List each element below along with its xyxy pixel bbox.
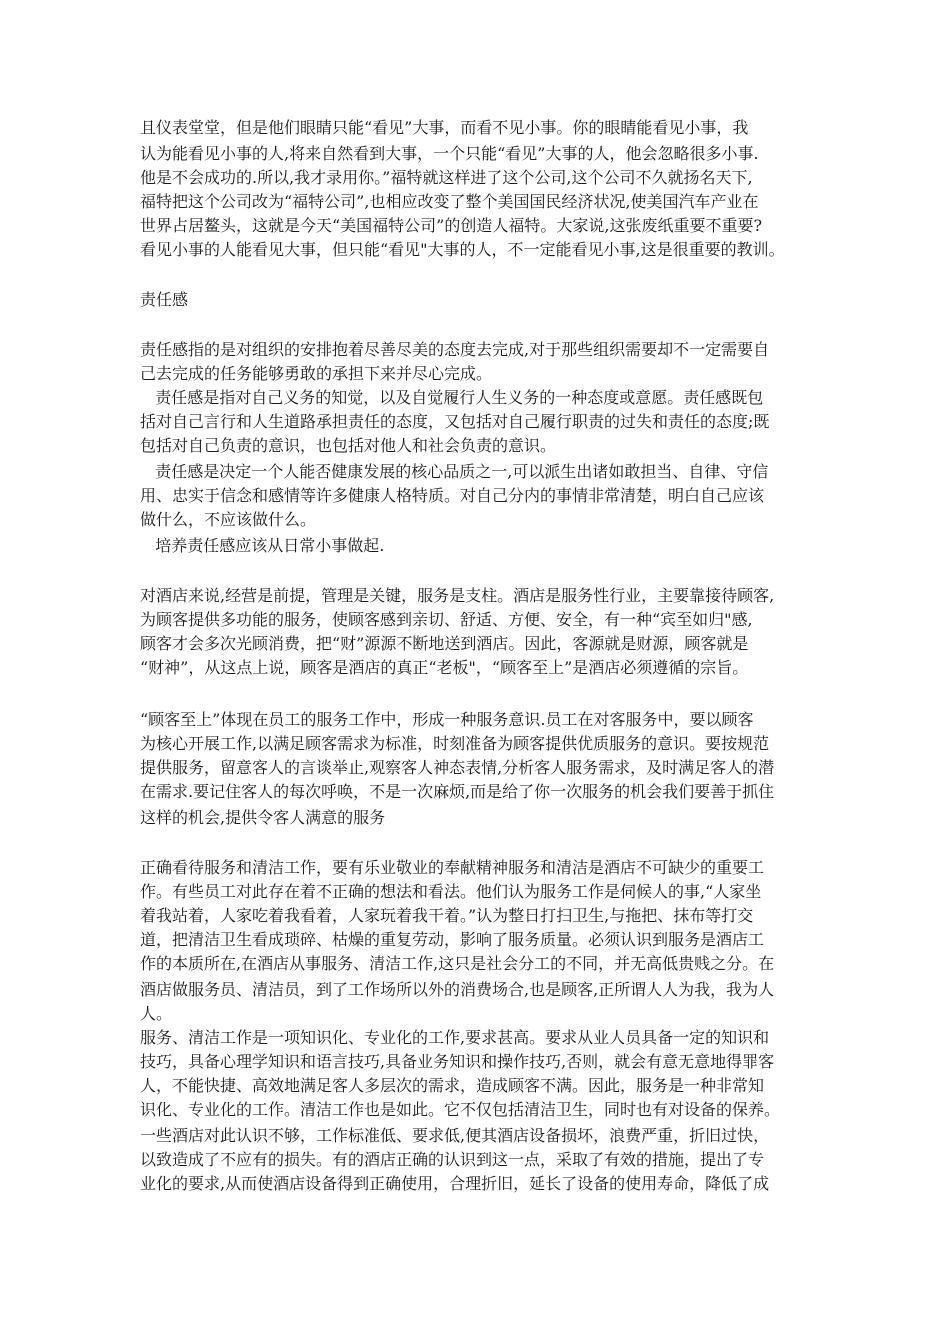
text-line: 认为能看见小事的人,将来自然看到大事，一个只能“看见”大事的人，他会忽略很多小事. (140, 144, 759, 163)
text-line: 看见小事的人能看见大事，但只能“看见"大事的人，不一定能看见小事,这是很重要的教训。 (140, 240, 785, 259)
text-line: 正确看待服务和清洁工作，要有乐业敬业的奉献精神服务和清洁是酒店不可缺少的重要工 (140, 858, 765, 877)
text-line: 酒店做服务员、清洁员，到了工作场所以外的消费场合,也是顾客,正所谓人人为我，我为人 (140, 980, 775, 999)
text-line: 以致造成了不应有的损失。有的酒店正确的认识到这一点，采取了有效的措施，提出了专 (140, 1150, 765, 1169)
text-line: 业化的要求,从而使酒店设备得到正确使用，合理折旧，延长了设备的使用寿命，降低了成 (140, 1174, 770, 1193)
text-line: 识化、专业化的工作。清洁工作也是如此。它不仅包括清洁卫生，同时也有对设备的保养。 (140, 1100, 781, 1119)
text-line: 道，把清洁卫生看成琐碎、枯燥的重复劳动，影响了服务质量。必须认识到服务是酒店工 (140, 930, 765, 949)
text-line: 作。有些员工对此存在着不正确的想法和看法。他们认为服务工作是伺候人的事,“人家坐 (140, 882, 762, 901)
text-line: 责任感是指对自己义务的知觉，以及自觉履行人生义务的一种态度或意愿。责任感既包 (140, 388, 764, 407)
text-line: 福特把这个公司改为“福特公司”,也相应改变了整个美国国民经济状况,使美国汽车产业在 (140, 192, 759, 211)
text-line: 作的本质所在,在酒店从事服务、清洁工作,这只是社会分工的不同，并无高低贵贱之分。在 (140, 954, 775, 973)
text-line: 着我站着，人家吃着我看着，人家玩着我干着。”认为整日打扫卫生,与拖把、抹布等打交 (140, 906, 754, 925)
text-line: “顾客至上”体现在员工的服务工作中，形成一种服务意识.员工在对客服务中，要以顾客 (140, 710, 754, 729)
text-line: 包括对自己负责的意识，也包括对他人和社会负责的意识。 (140, 436, 557, 455)
text-line: 提供服务，留意客人的言谈举止,观察客人神态表情,分析客人服务需求，及时满足客人的潜 (140, 758, 775, 777)
text-line: 己去完成的任务能够勇敢的承担下来并尽心完成。 (140, 364, 493, 383)
text-line: 人。 (140, 1004, 173, 1023)
section-heading: 责任感 (140, 290, 189, 309)
text-line: 人，不能快捷、高效地满足客人多层次的需求，造成顾客不满。因此，服务是一种非常知 (140, 1076, 765, 1095)
text-line: 顾客才会多次光顾消费，把“财”源源不断地送到酒店。因此，客源就是财源，顾客就是 (140, 634, 749, 653)
text-line: 为核心开展工作,以满足顾客需求为标准，时刻准备为顾客提供优质服务的意识。要按规范 (140, 734, 770, 753)
text-line: 对酒店来说,经营是前提，管理是关键，服务是支柱。酒店是服务性行业，主要靠接待顾客, (140, 586, 775, 605)
text-line: “财神”，从这点上说，顾客是酒店的真正“老板"，“顾客至上”是酒店必须遵循的宗旨。 (140, 658, 749, 677)
text-line: 且仪表堂堂，但是他们眼睛只能“看见”大事，而看不见小事。你的眼睛能看见小事，我 (140, 118, 749, 137)
text-line: 为顾客提供多功能的服务，使顾客感到亲切、舒适、方便、安全，有一种“宾至如归"感, (140, 610, 753, 629)
text-line: 这样的机会,提供令客人满意的服务 (140, 808, 386, 827)
text-line: 一些酒店对此认识不够，工作标准低、要求低,便其酒店设备损坏，浪费严重，折旧过快， (140, 1126, 770, 1145)
text-line: 他是不会成功的.所以,我才录用你。”福特就这样进了这个公司,这个公司不久就扬名天下, (140, 168, 753, 187)
text-line: 技巧，具备心理学知识和语言技巧,具备业务知识和操作技巧,否则，就会有意无意地得罪客 (140, 1052, 775, 1071)
text-line: 用、忠实于信念和感情等许多健康人格特质。对自己分内的事情非常清楚，明白自己应该 (140, 486, 765, 505)
text-line: 培养责任感应该从日常小事做起. (140, 536, 385, 555)
text-line: 责任感是决定一个人能否健康发展的核心品质之一,可以派生出诸如敢担当、自律、守信 (140, 462, 769, 481)
text-line: 括对自己言行和人生道路承担责任的态度，又包括对自己履行职责的过失和责任的态度;既 (140, 412, 770, 431)
text-line: 在需求.要记住客人的每次呼唤，不是一次麻烦,而是给了你一次服务的机会我们要善于抓住 (140, 782, 775, 801)
text-line: 服务、清洁工作是一项知识化、专业化的工作,要求甚高。要求从业人员具备一定的知识和 (140, 1028, 770, 1047)
text-line: 世界占居鳌头，这就是今天“美国福特公司”的创造人福特。大家说,这张废纸重要不重要? (140, 216, 763, 235)
text-line: 做什么，不应该做什么。 (140, 510, 317, 529)
text-line: 责任感指的是对组织的安排抱着尽善尽美的态度去完成,对于那些组织需要却不一定需要自 (140, 340, 770, 359)
